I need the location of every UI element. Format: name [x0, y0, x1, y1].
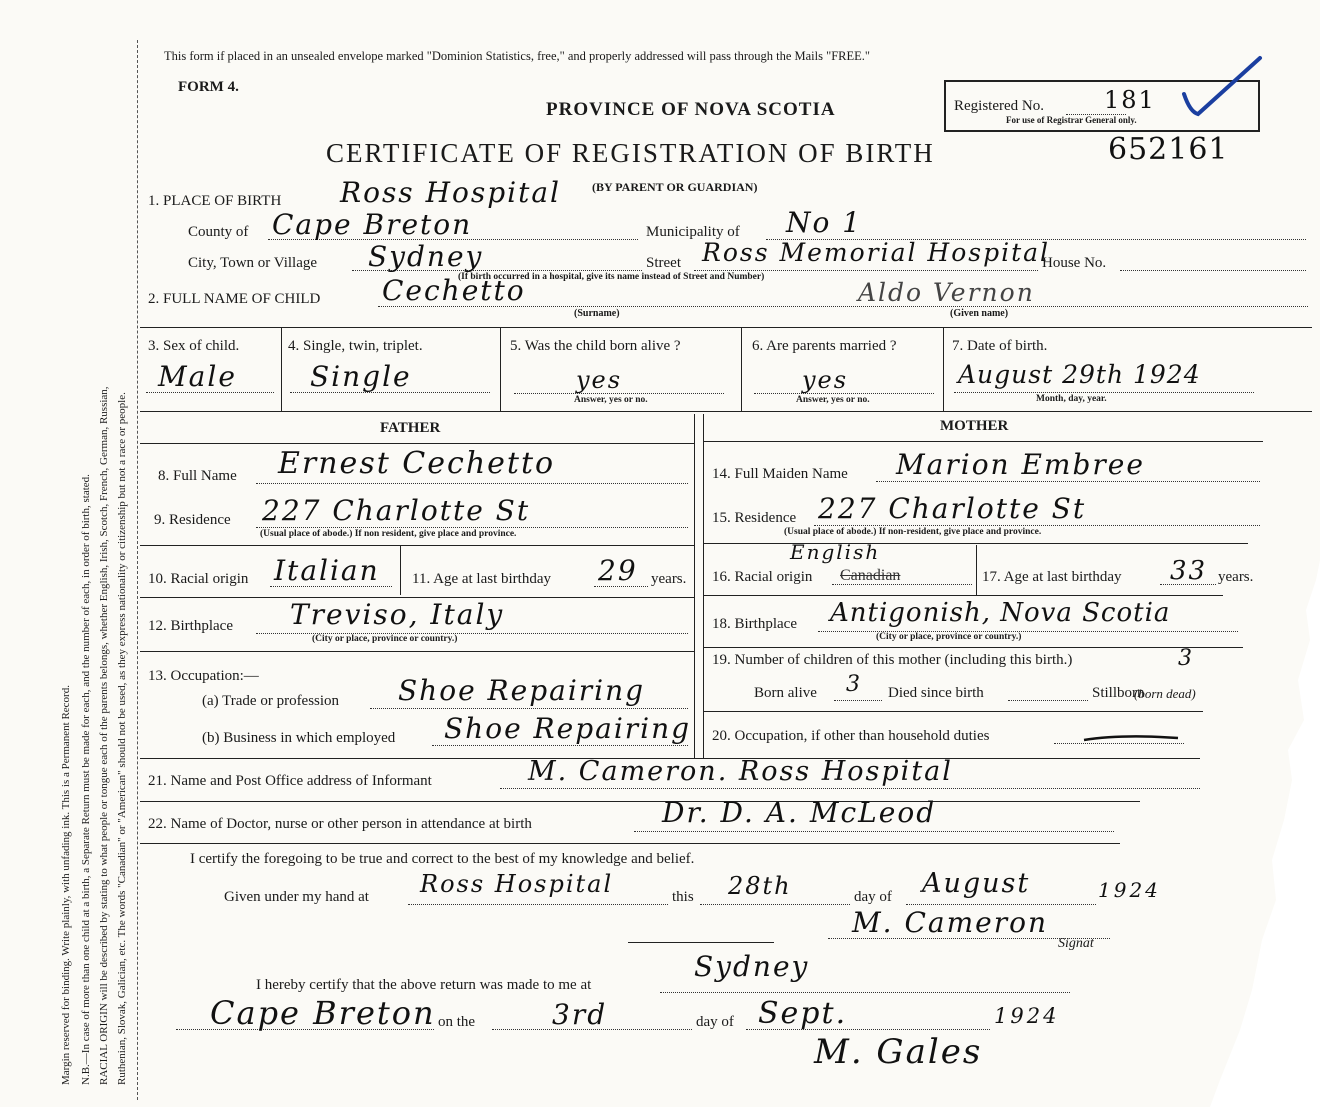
margin-note-racial-origin: RACIAL ORIGIN will be described by stating to what people or tongue each of the parents belongs, whether English, Irish, Scotch, French, German, Russian, — [98, 386, 110, 1085]
died-since-birth-label: Died since birth — [888, 685, 984, 701]
given-place-dots — [408, 904, 668, 905]
row3-divider-2 — [500, 327, 501, 411]
mother-race-label: 16. Racial origin — [712, 569, 813, 585]
date-of-birth-label: 7. Date of birth. — [952, 338, 1048, 354]
father-heading: FATHER — [380, 420, 441, 436]
county-label: County of — [188, 224, 249, 240]
father-residence-dots — [256, 527, 688, 528]
registrar-day-value: 3rd — [552, 998, 608, 1031]
mother-heading: MOTHER — [940, 418, 1009, 434]
father-birthplace-note: (City or place, province or country.) — [312, 634, 458, 644]
father-name-dots — [256, 483, 688, 484]
registrar-place-dots — [660, 992, 1070, 993]
father-name-value: Ernest Cechetto — [278, 446, 556, 481]
mother-race-value: English — [790, 540, 881, 564]
mother-occupation-label: 20. Occupation, if other than household duties — [712, 728, 990, 744]
certify-top-rule — [140, 843, 1120, 844]
born-alive-note: Answer, yes or no. — [574, 395, 648, 405]
mother-age-value: 33 — [1170, 556, 1208, 586]
informant-label: 21. Name and Post Office address of Informant — [148, 773, 432, 789]
margin-note-binding: Margin reserved for binding. Write plainly, with unfading ink. This is a Permanent Record. — [60, 685, 72, 1085]
municipality-label: Municipality of — [646, 224, 740, 240]
mother-rule-1 — [703, 543, 1248, 544]
house-number-label: House No. — [1042, 255, 1107, 271]
mother-name-dots — [876, 481, 1260, 482]
registrar-general-note: For use of Registrar General only. — [1006, 115, 1137, 125]
registrar-year-value: 1924 — [994, 1004, 1060, 1028]
mail-notice: This form if placed in an unsealed envelope marked "Dominion Statistics, free," and properly addressed will pass through the Mails "FREE." — [164, 49, 871, 63]
sex-value: Male — [158, 360, 237, 393]
father-race-value: Italian — [274, 554, 380, 587]
child-given-name: Aldo Vernon — [858, 278, 1035, 307]
children-count-label: 19. Number of children of this mother (including this birth.) — [712, 652, 1073, 668]
father-age-value: 29 — [598, 554, 638, 587]
informant-signature: M. Cameron — [852, 906, 1048, 939]
mother-residence-value: 227 Charlotte St — [818, 492, 1087, 525]
father-residence-value: 227 Charlotte St — [262, 494, 531, 527]
registrar-day-of-label: day of — [696, 1014, 734, 1030]
province-heading: PROVINCE OF NOVA SCOTIA — [546, 99, 836, 120]
registered-label: Registered No. — [954, 98, 1044, 114]
trade-label: (a) Trade or profession — [202, 693, 340, 709]
business-dots — [432, 745, 688, 746]
margin-note-multiple-births: N.B.—In case of more than one child at a birth, a Separate Return must be made for each, and the number of each, in order of birth, stated. — [80, 474, 92, 1085]
business-value: Shoe Repairing — [444, 712, 692, 745]
registrar-county-value: Cape Breton — [210, 994, 436, 1032]
child-surname: Cechetto — [382, 274, 526, 307]
mother-left-rule — [703, 414, 704, 758]
plurality-value: Single — [310, 360, 412, 393]
row3-divider-3 — [741, 327, 742, 411]
binding-margin-line — [137, 40, 139, 1100]
certify-text: I certify the foregoing to be true and correct to the best of my knowledge and belief. — [190, 851, 695, 867]
doctor-top-rule — [140, 801, 1140, 802]
date-of-birth-note: Month, day, year. — [1036, 394, 1107, 404]
born-alive-count-label: Born alive — [754, 685, 817, 701]
mother-age-unit: years. — [1218, 569, 1254, 585]
plurality-label: 4. Single, twin, triplet. — [288, 338, 423, 354]
registrar-signature: M. Gales — [814, 1032, 983, 1072]
father-rule-1 — [140, 545, 694, 546]
occupation-label: 13. Occupation:— — [148, 668, 259, 684]
informant-dots — [500, 788, 1200, 789]
mother-race-divider — [976, 545, 977, 595]
children-count-value: 3 — [1178, 646, 1194, 671]
father-birthplace-label: 12. Birthplace — [148, 618, 233, 634]
informant-value: M. Cameron. Ross Hospital — [528, 756, 953, 787]
torn-edge — [1180, 560, 1320, 1107]
margin-note-racial-origin-2: Ruthenian, Slovak, Galician, etc. The words "Canadian" or "American" should not be used, as they express nationality or citizenship but not a race or people. — [116, 392, 128, 1085]
date-of-birth-dots — [954, 392, 1254, 393]
certificate-title: CERTIFICATE OF REGISTRATION OF BIRTH — [326, 138, 935, 168]
father-heading-rule — [140, 443, 694, 444]
father-race-label: 10. Racial origin — [148, 571, 249, 587]
given-under-hand-label: Given under my hand at — [224, 889, 369, 905]
row3-top-rule — [140, 327, 1312, 328]
business-label: (b) Business in which employed — [202, 730, 396, 746]
parents-married-dots — [754, 393, 934, 394]
place-of-birth-value: Ross Hospital — [340, 176, 562, 209]
sex-label: 3. Sex of child. — [148, 338, 240, 354]
signature-label: Signat — [1058, 936, 1094, 951]
given-month-dots — [906, 904, 1096, 905]
registered-number: 181 — [1104, 86, 1156, 114]
mother-residence-dots — [814, 525, 1260, 526]
father-residence-note: (Usual place of abode.) If non resident, give place and province. — [260, 529, 517, 539]
mother-occupation-dash-icon — [1082, 728, 1182, 748]
mother-race-struck: Canadian — [840, 567, 901, 584]
row3-bottom-rule — [140, 411, 1312, 412]
given-name-note: (Given name) — [950, 308, 1009, 319]
doctor-dots — [634, 831, 1114, 832]
child-name-label: 2. FULL NAME OF CHILD — [148, 291, 321, 307]
doctor-label: 22. Name of Doctor, nurse or other person in attendance at birth — [148, 816, 532, 832]
mother-rule-2 — [703, 595, 1223, 596]
father-rule-3 — [140, 651, 694, 652]
given-year-value: 1924 — [1098, 878, 1161, 902]
mother-name-label: 14. Full Maiden Name — [712, 466, 848, 482]
father-residence-label: 9. Residence — [154, 512, 231, 528]
mother-heading-rule — [703, 441, 1263, 442]
given-place-value: Ross Hospital — [420, 870, 614, 898]
by-parent-note: (BY PARENT OR GUARDIAN) — [592, 180, 758, 194]
mother-birthplace-value: Antigonish, Nova Scotia — [830, 598, 1171, 628]
father-age-unit: years. — [651, 571, 687, 587]
born-alive-count-value: 3 — [846, 672, 862, 697]
born-alive-count-dots — [834, 700, 882, 701]
registrar-month-value: Sept. — [758, 996, 848, 1031]
parents-married-note: Answer, yes or no. — [796, 395, 870, 405]
given-day-value: 28th — [728, 872, 792, 900]
father-right-rule — [694, 414, 695, 758]
father-race-divider — [400, 545, 401, 595]
county-value: Cape Breton — [272, 208, 473, 241]
given-day-dots — [700, 904, 850, 905]
this-label: this — [672, 889, 694, 905]
registrar-place-value: Sydney — [694, 950, 810, 983]
mother-rule-3 — [703, 647, 1243, 648]
house-number-dots — [1120, 270, 1306, 271]
sex-dots — [146, 392, 274, 393]
surname-note: (Surname) — [574, 308, 620, 319]
municipality-value: No 1 — [786, 206, 863, 239]
day-of-label: day of — [854, 889, 892, 905]
registrar-certify-text: I hereby certify that the above return was made to me at — [256, 977, 592, 993]
mother-age-label: 17. Age at last birthday — [982, 569, 1122, 585]
street-label: Street — [646, 255, 681, 271]
city-value: Sydney — [368, 240, 484, 273]
registrar-on-the-label: on the — [438, 1014, 476, 1030]
mother-birthplace-label: 18. Birthplace — [712, 616, 797, 632]
mother-rule-4 — [703, 711, 1203, 712]
parents-married-label: 6. Are parents married ? — [752, 338, 897, 354]
city-label: City, Town or Village — [188, 255, 318, 271]
hospital-note: (If birth occurred in a hospital, give its name instead of Street and Number) — [458, 272, 765, 282]
mother-birthplace-note: (City or place, province or country.) — [876, 632, 1022, 642]
form-number: FORM 4. — [178, 79, 239, 95]
born-alive-value: yes — [576, 366, 623, 394]
died-since-birth-dots — [1008, 700, 1088, 701]
father-birthplace-value: Treviso, Italy — [290, 598, 505, 631]
trade-dots — [370, 708, 688, 709]
mother-residence-label: 15. Residence — [712, 510, 797, 526]
born-alive-label: 5. Was the child born alive ? — [510, 338, 681, 354]
street-value: Ross Memorial Hospital — [702, 238, 1051, 267]
street-dots — [694, 270, 1038, 271]
doctor-value: Dr. D. A. McLeod — [662, 796, 937, 829]
mother-name-value: Marion Embree — [896, 448, 1145, 481]
registrar-short-rule — [628, 942, 774, 943]
father-name-label: 8. Full Name — [158, 468, 237, 484]
father-age-label: 11. Age at last birthday — [412, 571, 551, 587]
date-of-birth-value: August 29th 1924 — [958, 360, 1201, 389]
plurality-dots — [290, 392, 490, 393]
trade-value: Shoe Repairing — [398, 674, 646, 707]
born-alive-dots — [514, 393, 724, 394]
check-mark-icon — [1180, 54, 1264, 120]
given-month-value: August — [922, 868, 1031, 899]
parents-married-value: yes — [802, 366, 849, 394]
stillborn-note: (born dead) — [1134, 686, 1196, 701]
row3-divider-4 — [943, 327, 944, 411]
stillborn-label: Stillborn — [1092, 685, 1145, 701]
place-of-birth-label: 1. PLACE OF BIRTH — [148, 193, 282, 209]
certificate-number: 652161 — [1108, 132, 1229, 167]
row3-divider-1 — [281, 327, 282, 411]
mother-residence-note: (Usual place of abode.) If non-resident, give place and province. — [784, 527, 1042, 537]
